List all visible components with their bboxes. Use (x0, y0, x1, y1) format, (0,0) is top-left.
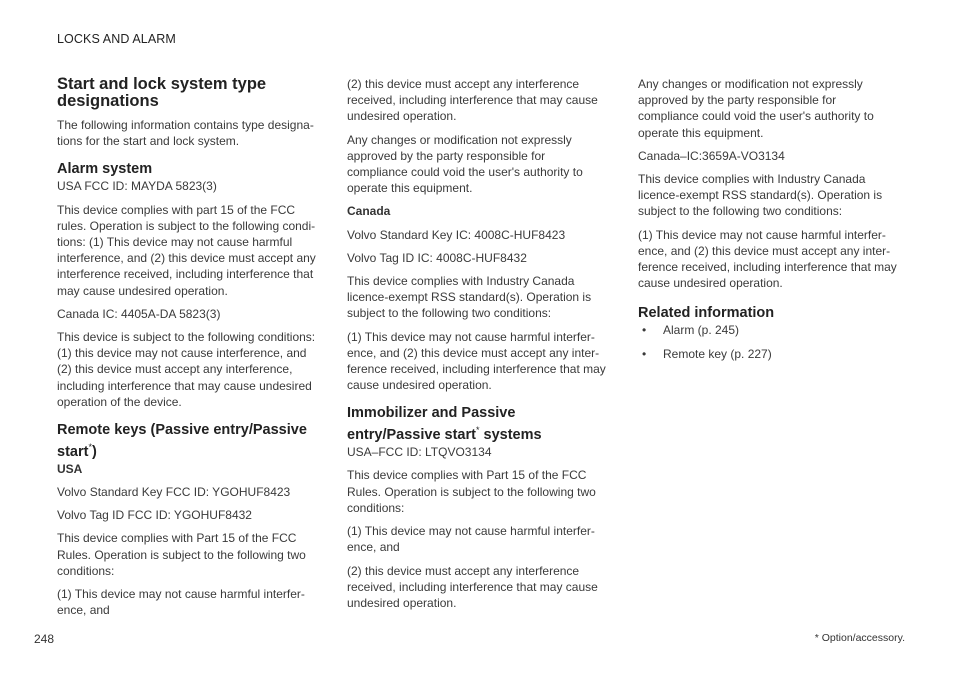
immobilizer-fcc-id: USA–FCC ID: LTQVO3134 (347, 445, 492, 460)
related-link-alarm[interactable] (638, 322, 900, 338)
alarm-canada-text: This device is subject to the following conditions: (1) this device may not cause interference, and (2) this device must accept any interference, including interference that may cause undesired operation of the device. (57, 330, 316, 409)
immobilizer-canada-text: This device complies with Industry Canada licence-exempt RSS standard(s). Operation is subject to the following two conditions: (638, 172, 883, 219)
option-marker: * (475, 425, 480, 436)
remote-standard-key-id: Volvo Standard Key FCC ID: YGOHUF8423 (57, 485, 291, 500)
related-link-label: Remote key (p. 227) (663, 346, 772, 361)
remote-keys-heading-close: ) (91, 443, 97, 460)
remote-keys-heading-text: Remote keys (Passive entry/Passive start (57, 422, 307, 460)
related-links (638, 322, 900, 361)
bullet-icon: • (642, 346, 647, 361)
column-1 (57, 76, 319, 626)
immobilizer-compliance-text: This device complies with Part 15 of the FCC Rules. Operation is subject to the following two conditions: (347, 468, 596, 515)
immobilizer-heading (347, 405, 609, 444)
immobilizer-changes-warning: Any changes or modification not expressly approved by the party responsible for compliance could void the user's authority to operate this equipment. (638, 77, 874, 140)
immobilizer-heading-text: Immobilizer and Passive entry/Passive start (347, 405, 516, 444)
alarm-fcc-text: This device complies with part 15 of the FCC rules. Operation is subject to the following condi-tions: (1) This device may not cause harmful interference, and (2) this device must accept any interference received, including interference that may cause undesired operation. (57, 202, 316, 298)
page-number: 248 (34, 632, 55, 646)
usa-label: USA (57, 461, 83, 476)
canada-standard-key-id: Volvo Standard Key IC: 4008C-HUF8423 (347, 227, 566, 242)
immobilizer-heading-end: systems (479, 427, 542, 444)
related-information-heading: Related information (638, 305, 775, 322)
remote-condition-1: (1) This device may not cause harmful interfer-ence, and (57, 587, 305, 618)
immobilizer-canada-conditions: (1) This device may not cause harmful interfer-ence, and (2) this device must accept any inter-ference received, including interference that may cause undesired operation. (638, 227, 897, 291)
remote-condition-2: (2) this device must accept any interference received, including interference that may cause undesired operation. (347, 77, 598, 124)
immobilizer-canada-id: Canada–IC:3659A-VO3134 (638, 148, 785, 163)
alarm-fcc-id: USA FCC ID: MAYDA 5823(3) (57, 179, 217, 194)
changes-warning: Any changes or modification not expressly approved by the party responsible for compliance could void the user's authority to operate this equipment. (347, 132, 583, 196)
immobilizer-condition-1: (1) This device may not cause harmful interfer-ence, and (347, 524, 595, 555)
canada-compliance-text: This device complies with Industry Canada licence-exempt RSS standard(s). Operation is subject to the following two conditions: (347, 274, 592, 321)
canada-label: Canada (347, 204, 391, 219)
alarm-system-heading: Alarm system (57, 161, 153, 178)
column-2 (347, 76, 609, 618)
immobilizer-condition-2: (2) this device must accept any interference received, including interference that may cause undesired operation. (347, 563, 598, 610)
remote-tag-id: Volvo Tag ID FCC ID: YGOHUF8432 (57, 508, 252, 523)
page-title: Start and lock system type designations (57, 75, 267, 110)
canada-conditions: (1) This device may not cause harmful interfer-ence, and (2) this device must accept any inter-ference received, including interference that may cause undesired operation. (347, 329, 606, 393)
option-marker: * (88, 442, 92, 453)
bullet-icon: • (642, 323, 647, 338)
remote-compliance-text: This device complies with Part 15 of the FCC Rules. Operation is subject to the following two conditions: (57, 531, 306, 578)
canada-tag-id: Volvo Tag ID IC: 4008C-HUF8432 (347, 250, 527, 265)
related-link-label: Alarm (p. 245) (663, 323, 740, 338)
intro-text: The following information contains type designa-tions for the start and lock system. (57, 118, 314, 149)
remote-keys-heading (57, 422, 319, 461)
option-footnote: * Option/accessory. (814, 632, 905, 644)
related-link-remote-key[interactable] (638, 346, 900, 362)
section-header: LOCKS AND ALARM (57, 32, 176, 46)
alarm-canada-id: Canada IC: 4405A-DA 5823(3) (57, 306, 221, 321)
column-3 (638, 76, 900, 369)
